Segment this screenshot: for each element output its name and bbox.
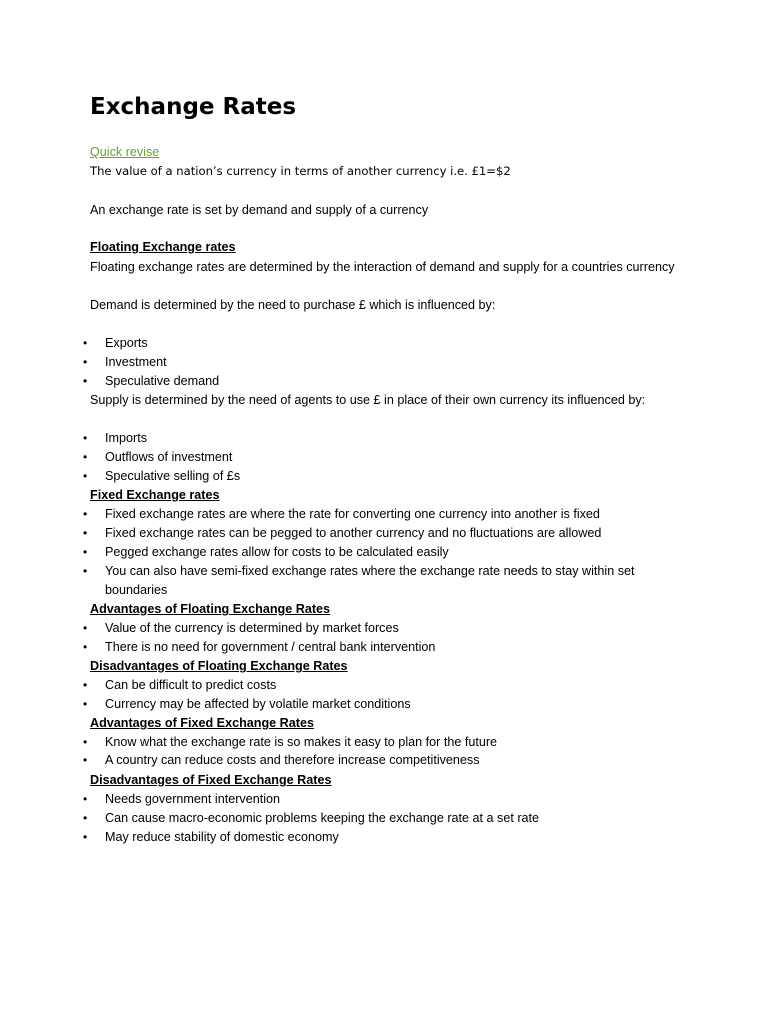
bullet-icon: •: [83, 830, 88, 844]
bullet-icon: •: [83, 697, 88, 711]
list-item: Needs government intervention: [105, 792, 281, 806]
list-item: Value of the currency is determined by market forces: [105, 621, 399, 635]
bullet-icon: •: [83, 507, 88, 521]
bullet-icon: •: [83, 469, 88, 483]
list-item: Speculative demand: [105, 374, 220, 388]
list-item: Fixed exchange rates are where the rate for converting one currency into another is fixed: [105, 507, 600, 521]
bullet-icon: •: [83, 792, 88, 806]
bullet-icon: •: [83, 621, 88, 635]
bullet-icon: •: [83, 811, 88, 825]
bullet-icon: •: [83, 336, 88, 350]
fixed-heading: Fixed Exchange rates: [90, 488, 220, 502]
disadv-floating-heading: Disadvantages of Floating Exchange Rates: [90, 659, 348, 673]
bullet-icon: •: [83, 564, 88, 578]
adv-fixed-heading: Advantages of Fixed Exchange Rates: [90, 716, 314, 730]
definition-text: The value of a nation’s currency in terms of another currency i.e. £1=$2: [90, 164, 511, 178]
list-item: Outflows of investment: [105, 450, 233, 464]
bullet-icon: •: [83, 678, 88, 692]
bullet-icon: •: [83, 640, 88, 654]
bullet-icon: •: [83, 450, 88, 464]
list-item: May reduce stability of domestic economy: [105, 830, 339, 844]
demand-text: Demand is determined by the need to purchase £ which is influenced by:: [90, 298, 496, 312]
list-item: Know what the exchange rate is so makes it easy to plan for the future: [105, 735, 498, 749]
list-item: Can cause macro-economic problems keeping the exchange rate at a set rate: [105, 811, 540, 825]
bullet-icon: •: [83, 431, 88, 445]
supply-text: Supply is determined by the need of agents to use £ in place of their own currency its influenced by:: [90, 393, 646, 407]
list-item: Investment: [105, 355, 167, 369]
list-item-continuation: boundaries: [105, 583, 168, 597]
bullet-icon: •: [83, 374, 88, 388]
bullet-icon: •: [83, 753, 88, 767]
quick-revise-link[interactable]: Quick revise: [90, 145, 160, 159]
list-item: Exports: [105, 336, 148, 350]
list-item: Speculative selling of £s: [105, 469, 241, 483]
floating-text: Floating exchange rates are determined by the interaction of demand and supply for a countries currency: [90, 260, 675, 274]
page-title: Exchange Rates: [90, 94, 297, 120]
list-item: Currency may be affected by volatile market conditions: [105, 697, 411, 711]
list-item: A country can reduce costs and therefore increase competitiveness: [105, 753, 480, 767]
bullet-icon: •: [83, 545, 88, 559]
adv-floating-heading: Advantages of Floating Exchange Rates: [90, 602, 331, 616]
list-item: Pegged exchange rates allow for costs to be calculated easily: [105, 545, 449, 559]
floating-heading: Floating Exchange rates: [90, 240, 236, 254]
list-item: Can be difficult to predict costs: [105, 678, 277, 692]
list-item: There is no need for government / central bank intervention: [105, 640, 436, 654]
disadv-fixed-heading: Disadvantages of Fixed Exchange Rates: [90, 773, 332, 787]
list-item: Imports: [105, 431, 147, 445]
intro-text: An exchange rate is set by demand and supply of a currency: [90, 203, 429, 217]
bullet-icon: •: [83, 526, 88, 540]
list-item: You can also have semi-fixed exchange rates where the exchange rate needs to stay within set: [105, 564, 635, 578]
bullet-icon: •: [83, 355, 88, 369]
list-item: Fixed exchange rates can be pegged to another currency and no fluctuations are allowed: [105, 526, 602, 540]
bullet-icon: •: [83, 735, 88, 749]
